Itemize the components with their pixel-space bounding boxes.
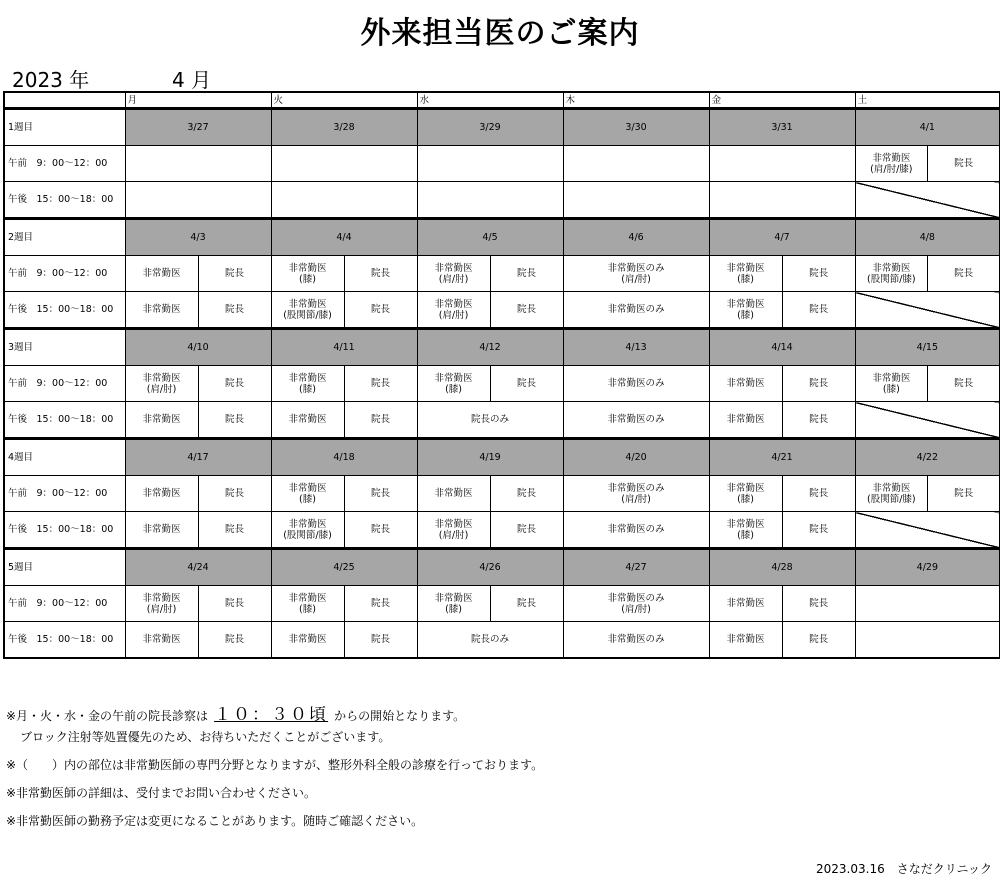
schedule-cell xyxy=(563,182,709,219)
note-line-1 xyxy=(6,700,465,725)
schedule-cell: 院長 xyxy=(198,256,271,292)
note-start-time: １０：３０頃 xyxy=(214,705,329,725)
schedule-cell: 非常勤医 xyxy=(417,476,490,512)
date-cell: 3/30 xyxy=(563,109,709,146)
closed-cell xyxy=(855,182,1000,219)
schedule-cell: 非常勤医 (股関節/膝) xyxy=(271,292,344,329)
schedule-cell: 非常勤医のみ (肩/肘) xyxy=(563,476,709,512)
schedule-cell xyxy=(709,146,855,182)
schedule-cell: 院長 xyxy=(782,402,855,439)
slot-label: 午後 15：00～18：00 xyxy=(4,292,125,329)
schedule-cell: 非常勤医 (膝) xyxy=(271,256,344,292)
schedule-cell: 院長 xyxy=(490,366,563,402)
schedule-cell xyxy=(855,586,1000,622)
schedule-cell: 院長 xyxy=(344,366,417,402)
month-label: 4 月 xyxy=(172,68,212,92)
date-cell: 4/8 xyxy=(855,219,1000,256)
schedule-cell: 院長 xyxy=(344,256,417,292)
date-cell: 4/17 xyxy=(125,439,271,476)
schedule-cell: 非常勤医 (膝) xyxy=(709,476,782,512)
schedule-cell: 院長 xyxy=(782,292,855,329)
date-cell: 4/5 xyxy=(417,219,563,256)
date-cell: 4/13 xyxy=(563,329,709,366)
note-line-1-pre: ※月・火・水・金の午前の院長診察は xyxy=(6,709,209,723)
schedule-cell: 非常勤医のみ xyxy=(563,622,709,659)
schedule-cell: 非常勤医 (膝) xyxy=(417,586,490,622)
schedule-cell: 院長 xyxy=(782,512,855,549)
day-header: 土 xyxy=(855,92,1000,109)
schedule-cell: 院長 xyxy=(928,366,1000,402)
slot-label: 午後 15：00～18：00 xyxy=(4,622,125,659)
schedule-cell: 非常勤医 xyxy=(709,586,782,622)
schedule-cell: 非常勤医 (肩/肘/膝) xyxy=(855,146,928,182)
schedule-cell: 院長のみ xyxy=(417,622,563,659)
schedule-cell: 院長 xyxy=(344,586,417,622)
day-header: 火 xyxy=(271,92,417,109)
note-line-2: ブロック注射等処置優先のため、お待ちいただくことがございます。 xyxy=(20,730,391,744)
note-line-1-post: からの開始となります。 xyxy=(334,709,466,723)
schedule-cell: 院長 xyxy=(198,586,271,622)
week-label: 5週目 xyxy=(4,549,125,586)
schedule-cell: 院長 xyxy=(198,476,271,512)
schedule-cell: 非常勤医 (膝) xyxy=(271,366,344,402)
schedule-cell: 非常勤医 (膝) xyxy=(271,476,344,512)
schedule-cell: 院長 xyxy=(490,586,563,622)
schedule-cell: 院長 xyxy=(344,512,417,549)
schedule-cell: 院長 xyxy=(782,366,855,402)
note-line-3: ※（ ）内の部位は非常勤医師の専門分野となりますが、整形外科全般の診療を行っております。 xyxy=(6,758,544,772)
date-cell: 4/19 xyxy=(417,439,563,476)
schedule-cell: 院長 xyxy=(782,476,855,512)
slot-label: 午後 15：00～18：00 xyxy=(4,182,125,219)
week-label: 1週目 xyxy=(4,109,125,146)
schedule-cell: 非常勤医のみ xyxy=(563,512,709,549)
slot-label: 午前 9：00～12：00 xyxy=(4,366,125,402)
schedule-cell: 院長 xyxy=(782,256,855,292)
month-year xyxy=(12,64,211,93)
schedule-cell: 非常勤医 xyxy=(125,256,198,292)
schedule-cell: 院長 xyxy=(782,586,855,622)
day-header: 木 xyxy=(563,92,709,109)
schedule-cell: 非常勤医 xyxy=(125,402,198,439)
schedule-cell: 院長 xyxy=(490,292,563,329)
date-cell: 3/29 xyxy=(417,109,563,146)
schedule-cell: 院長 xyxy=(344,622,417,659)
slot-label: 午前 9：00～12：00 xyxy=(4,256,125,292)
schedule-cell: 院長のみ xyxy=(417,402,563,439)
date-cell: 4/25 xyxy=(271,549,417,586)
schedule-cell: 院長 xyxy=(490,476,563,512)
date-cell: 4/27 xyxy=(563,549,709,586)
schedule-cell xyxy=(271,146,417,182)
schedule-cell: 非常勤医 (肩/肘) xyxy=(417,512,490,549)
slot-label: 午後 15：00～18：00 xyxy=(4,402,125,439)
closed-cell xyxy=(855,512,1000,549)
date-cell: 4/6 xyxy=(563,219,709,256)
schedule-cell: 非常勤医のみ xyxy=(563,402,709,439)
schedule-cell: 非常勤医のみ xyxy=(563,366,709,402)
schedule-cell: 非常勤医 xyxy=(271,402,344,439)
week-label: 4週目 xyxy=(4,439,125,476)
schedule-cell xyxy=(125,182,271,219)
date-cell: 4/4 xyxy=(271,219,417,256)
schedule-cell xyxy=(417,146,563,182)
note-line-4: ※非常勤医師の詳細は、受付までお問い合わせください。 xyxy=(6,786,317,800)
schedule-cell: 院長 xyxy=(198,622,271,659)
schedule-cell xyxy=(125,146,271,182)
schedule-cell: 院長 xyxy=(198,366,271,402)
schedule-cell: 非常勤医 xyxy=(271,622,344,659)
date-cell: 3/28 xyxy=(271,109,417,146)
date-cell: 4/14 xyxy=(709,329,855,366)
schedule-cell xyxy=(563,146,709,182)
schedule-cell: 院長 xyxy=(344,292,417,329)
schedule-cell: 非常勤医 xyxy=(125,292,198,329)
schedule-cell: 非常勤医 (肩/肘) xyxy=(417,292,490,329)
date-cell: 4/29 xyxy=(855,549,1000,586)
schedule-cell xyxy=(271,182,417,219)
schedule-cell: 院長 xyxy=(782,622,855,659)
schedule-cell: 非常勤医のみ (肩/肘) xyxy=(563,256,709,292)
day-header: 金 xyxy=(709,92,855,109)
schedule-cell: 院長 xyxy=(198,512,271,549)
schedule-cell: 非常勤医 (膝) xyxy=(709,256,782,292)
schedule-cell: 非常勤医 xyxy=(125,622,198,659)
date-cell: 4/21 xyxy=(709,439,855,476)
schedule-cell: 非常勤医 (股関節/膝) xyxy=(855,476,928,512)
schedule-cell: 院長 xyxy=(928,256,1000,292)
schedule-cell: 院長 xyxy=(490,512,563,549)
year-label: 2023 年 xyxy=(12,68,90,92)
header-blank xyxy=(4,92,125,109)
date-cell: 4/24 xyxy=(125,549,271,586)
schedule-cell: 院長 xyxy=(928,476,1000,512)
date-cell: 4/12 xyxy=(417,329,563,366)
date-cell: 4/7 xyxy=(709,219,855,256)
schedule-cell: 非常勤医 (膝) xyxy=(709,512,782,549)
schedule-cell: 院長 xyxy=(344,402,417,439)
slot-label: 午前 9：00～12：00 xyxy=(4,146,125,182)
schedule-cell: 院長 xyxy=(928,146,1000,182)
note-line-5: ※非常勤医師の勤務予定は変更になることがあります。随時ご確認ください。 xyxy=(6,814,424,828)
date-cell: 3/27 xyxy=(125,109,271,146)
slot-label: 午前 9：00～12：00 xyxy=(4,586,125,622)
day-header: 水 xyxy=(417,92,563,109)
schedule-cell: 非常勤医 (膝) xyxy=(271,586,344,622)
schedule-cell xyxy=(417,182,563,219)
schedule-cell xyxy=(709,182,855,219)
schedule-cell: 院長 xyxy=(344,476,417,512)
footer-date-clinic: 2023.03.16 さなだクリニック xyxy=(816,862,992,876)
day-header: 月 xyxy=(125,92,271,109)
date-cell: 4/22 xyxy=(855,439,1000,476)
date-cell: 3/31 xyxy=(709,109,855,146)
schedule-cell: 非常勤医 (股関節/膝) xyxy=(855,256,928,292)
date-cell: 4/1 xyxy=(855,109,1000,146)
schedule-cell: 非常勤医 (股関節/膝) xyxy=(271,512,344,549)
closed-cell xyxy=(855,292,1000,329)
schedule-cell: 院長 xyxy=(198,402,271,439)
schedule-cell: 非常勤医 (膝) xyxy=(855,366,928,402)
schedule-cell: 非常勤医 xyxy=(709,622,782,659)
week-label: 2週目 xyxy=(4,219,125,256)
date-cell: 4/3 xyxy=(125,219,271,256)
schedule-cell: 院長 xyxy=(490,256,563,292)
schedule-cell: 非常勤医のみ (肩/肘) xyxy=(563,586,709,622)
date-cell: 4/18 xyxy=(271,439,417,476)
schedule-cell: 非常勤医 xyxy=(709,366,782,402)
schedule-cell: 院長 xyxy=(198,292,271,329)
schedule-cell: 非常勤医 (膝) xyxy=(417,366,490,402)
schedule-cell: 非常勤医 (肩/肘) xyxy=(125,586,198,622)
date-cell: 4/10 xyxy=(125,329,271,366)
schedule-cell: 非常勤医 xyxy=(125,512,198,549)
slot-label: 午後 15：00～18：00 xyxy=(4,512,125,549)
closed-cell xyxy=(855,402,1000,439)
schedule-cell: 非常勤医のみ xyxy=(563,292,709,329)
week-label: 3週目 xyxy=(4,329,125,366)
date-cell: 4/15 xyxy=(855,329,1000,366)
schedule-table xyxy=(3,91,1000,659)
schedule-cell: 非常勤医 xyxy=(709,402,782,439)
slot-label: 午前 9：00～12：00 xyxy=(4,476,125,512)
date-cell: 4/20 xyxy=(563,439,709,476)
schedule-cell xyxy=(855,622,1000,659)
date-cell: 4/26 xyxy=(417,549,563,586)
date-cell: 4/28 xyxy=(709,549,855,586)
schedule-cell: 非常勤医 xyxy=(125,476,198,512)
schedule-cell: 非常勤医 (肩/肘) xyxy=(417,256,490,292)
schedule-cell: 非常勤医 (膝) xyxy=(709,292,782,329)
date-cell: 4/11 xyxy=(271,329,417,366)
page-title: 外来担当医のご案内 xyxy=(360,16,640,51)
schedule-cell: 非常勤医 (肩/肘) xyxy=(125,366,198,402)
